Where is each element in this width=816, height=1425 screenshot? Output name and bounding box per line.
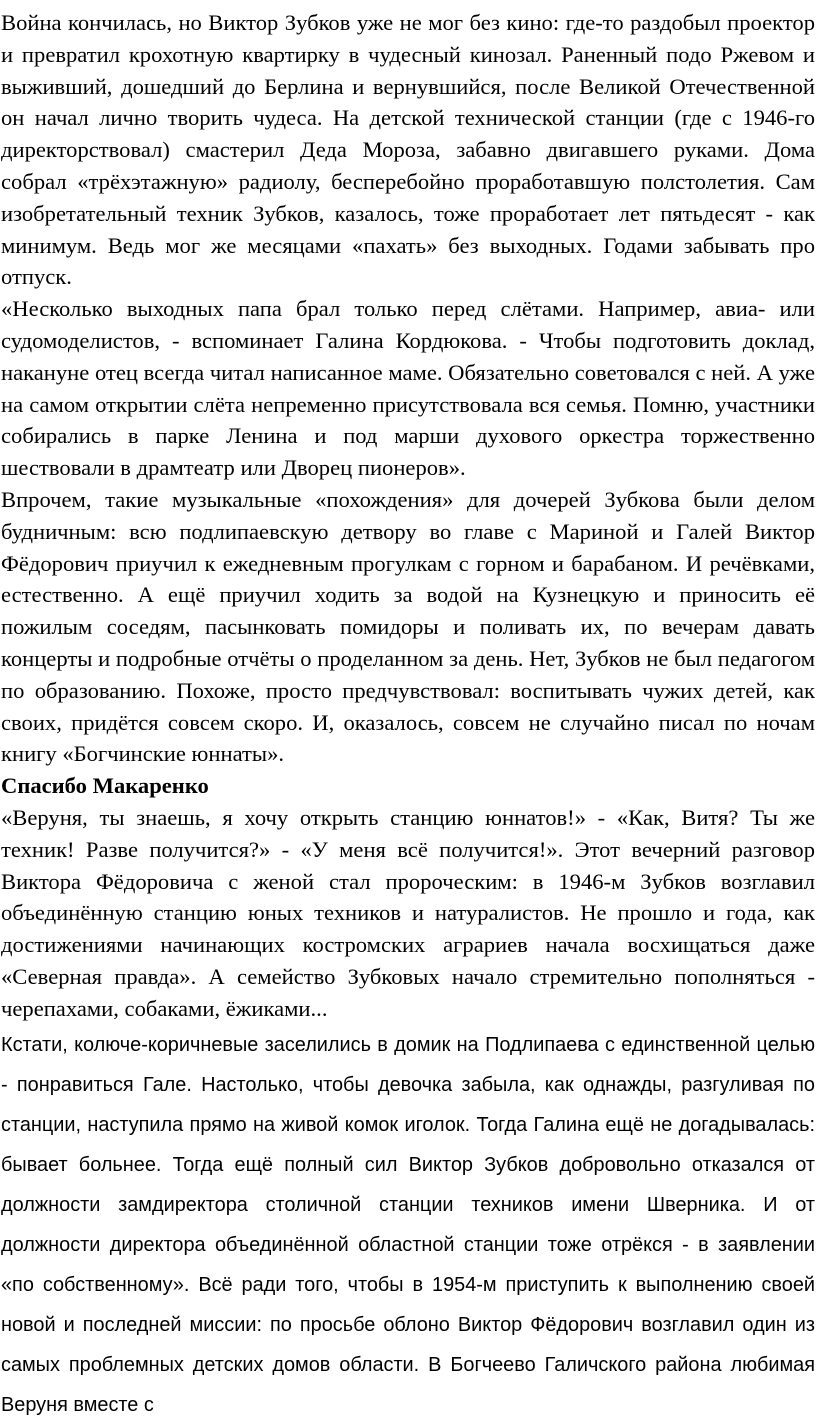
- document-body-serif: [0, 7, 816, 1025]
- paragraph-daughters: Впрочем, такие музыкальные «похождения» для дочерей Зубкова были делом будничным: всю подлипаевскую детвору во главе с Мариной и Галей Виктор Фёдорович приучил к ежедневным прогулкам с горном и барабаном. И речёвками, естественно. А ещё приучил ходить за водой на Кузнецкую и приносить её пожилым соседям, пасынковать помидоры и поливать их, по вечерам давать концерты и подробные отчёты о проделанном за день. Нет, Зубков не был педагогом по образованию. Похоже, просто предчувствовал: воспитывать чужих детей, как своих, придётся совсем скоро. И, оказалось, совсем не случайно писал по ночам книгу «Богчинские юннаты».: [1, 486, 815, 767]
- paragraph-station-founding: «Веруня, ты знаешь, я хочу открыть станцию юннатов!» - «Как, Витя? Ты же техник! Разве получится?» - «У меня всё получится!». Этот вечерний разговор Виктора Фёдоровича с женой стал пророческим: в 1946-м Зубков возглавил объединённую станцию юных техников и натуралистов. Не прошло и года, как достижениями начинающих костромских аграриев начала восхищаться даже «Северная правда». А семейство Зубковых начало стремительно пополняться - черепахами, собаками, ёжиками...: [1, 804, 815, 1021]
- paragraph-hedgehogs: Кстати, колюче-коричневые заселились в домик на Подлипаева с единственной целью - понравиться Гале. Настолько, чтобы девочка забыла, как однажды, разгуливая по станции, наступила прямо на живой комок иголок. Тогда Галина ещё не догадывалась: бывает больнее. Тогда ещё полный сил Виктор Зубков добровольно отказался от должности замдиректора столичной станции техников имени Шверника. И от должности директора объединённой областной станции тоже отрёкся - в заявлении «по собственному». Всё ради того, чтобы в 1954-м приступить к выполнению своей новой и последней миссии: по просьбе облоно Виктор Фёдорович возглавил один из самых проблемных детских домов области. В Богчеево Галичского района любимая Веруня вместе с: [1, 1033, 815, 1416]
- paragraph-galina-memories: «Несколько выходных папа брал только перед слётами. Например, авиа- или судомоделистов, - вспоминает Галина Кордюкова. - Чтобы подготовить доклад, накануне отец всегда читал написанное маме. Обязательно советовался с ней. А уже на самом открытии слёта непременно присутствовала вся семья. Помню, участники собирались в парке Ленина и под марши духового оркестра торжественно шествовали в драмтеатр или Дворец пионеров».: [1, 296, 815, 481]
- section-heading: Спасибо Макаренко: [1, 773, 209, 799]
- document-body-sans: [0, 1025, 816, 1425]
- paragraph-war-ended: Война кончилась, но Виктор Зубков уже не мог без кино: где-то раздобыл проектор и превратил крохотную квартирку в чудесный кинозал. Раненный подо Ржевом и выживший, дошедший до Берлина и вернувшийся, после Великой Отечественной он начал лично творить чудеса. На детской технической станции (где с 1946-го директорствовал) смастерил Деда Мороза, забавно двигавшего руками. Дома собрал «трёхэтажную» радиолу, бесперебойно проработавшую полстолетия. Сам изобретательный техник Зубков, казалось, тоже проработает лет пятьдесят - как минимум. Ведь мог же месяцами «пахать» без выходных. Годами забывать про отпуск.: [1, 10, 815, 290]
